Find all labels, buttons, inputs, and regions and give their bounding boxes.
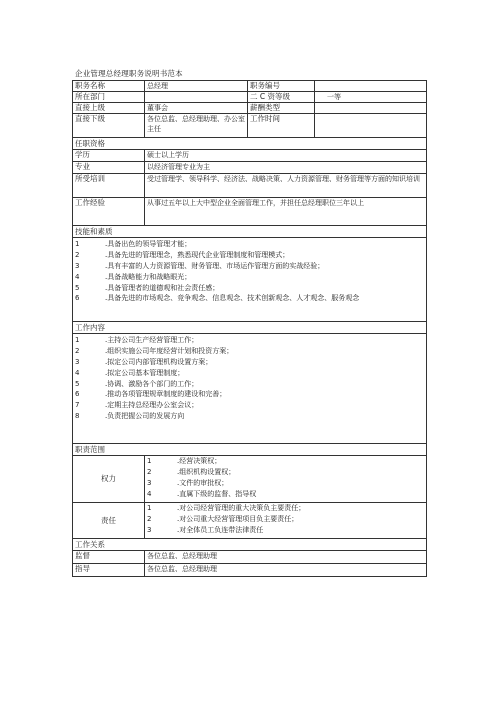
item-text: .负责把握公司的发展方向 <box>105 411 185 420</box>
row-department <box>73 92 427 103</box>
supervise-value: 各位总监、总经理助理 <box>145 551 427 564</box>
list-item <box>75 282 424 293</box>
row-guide <box>73 564 427 577</box>
education-value: 硕士以上学历 <box>145 150 427 162</box>
job-name-label: 职务名称 <box>73 81 145 92</box>
list-item <box>75 346 424 357</box>
grade-label: 二 C 资等级 <box>248 92 315 103</box>
list-item <box>147 456 424 467</box>
guide-value: 各位总监、总经理助理 <box>145 564 427 577</box>
item-number: 1 <box>147 457 152 466</box>
major-label: 专业 <box>73 162 145 174</box>
item-text: .具备先进的管理理念，熟悉现代企业管理制度和管理模式； <box>105 251 290 260</box>
item-number: 3 <box>147 478 152 487</box>
education-label: 学历 <box>73 150 145 162</box>
list-item <box>75 271 424 282</box>
section-relations <box>73 539 427 551</box>
item-text: .定期主持总经理办公室会议； <box>105 401 199 410</box>
item-number: 4 <box>75 368 80 377</box>
row-experience <box>73 198 427 226</box>
item-number: 7 <box>75 401 80 410</box>
list-item <box>75 367 424 378</box>
item-number: 5 <box>75 379 80 388</box>
row-duties <box>73 334 427 444</box>
list-item <box>75 411 424 422</box>
department-value <box>145 92 248 103</box>
department-label: 所在部门 <box>73 92 145 103</box>
training-label: 所受培训 <box>73 174 145 198</box>
list-item <box>147 503 424 514</box>
direct-subordinate-label: 直接下级 <box>73 114 145 138</box>
list-item <box>75 357 424 368</box>
authority-label: 权力 <box>73 456 145 503</box>
row-skills <box>73 238 427 322</box>
item-text: .组织机构设置权； <box>177 468 236 477</box>
item-text: .具备管理者的道德观和社会责任感； <box>105 283 220 292</box>
item-number: 4 <box>147 489 152 498</box>
responsibility-label: 责任 <box>73 503 145 539</box>
item-number: 8 <box>75 411 80 420</box>
item-number: 1 <box>75 336 80 345</box>
item-text: .对公司重大经营管理项目负主要责任； <box>177 515 299 524</box>
row-job-name <box>73 81 427 92</box>
work-time-value <box>315 114 427 138</box>
item-number: 2 <box>147 515 152 524</box>
item-number: 6 <box>75 294 80 303</box>
grade-value: 一等 <box>315 92 427 103</box>
responsibility-list <box>145 503 427 539</box>
section-skills <box>73 226 427 238</box>
item-text: .对全体员工负连带法律责任 <box>177 525 264 534</box>
item-text: .对公司经营管理的重大决策负主要责任； <box>177 504 306 513</box>
work-time-label: 工作时间 <box>248 114 315 138</box>
item-text: .组织实施公司年度经营计划和投资方案； <box>105 347 234 356</box>
salary-type-label: 薪酬类型 <box>248 103 315 114</box>
qualification-heading: 任职资格 <box>73 138 427 150</box>
item-text: .具有丰富的人力资源管理、财务管理、市场运作管理方面的实战经验； <box>105 261 325 270</box>
list-item <box>147 525 424 536</box>
item-number: 2 <box>75 347 80 356</box>
relations-heading: 工作关系 <box>73 539 427 551</box>
item-text: .协调、激励各个部门的工作； <box>105 379 199 388</box>
salary-type-value <box>315 103 427 114</box>
item-number: 1 <box>147 504 152 513</box>
direct-subordinate-value: 各位总监、总经理助理、办公室主任 <box>145 114 248 138</box>
item-text: .具备先进的市场观念、竞争观念、信息观念、技术创新观念、人才观念、服务观念 <box>105 294 360 303</box>
item-text: .推动各项管理规章制度的建设和完善； <box>105 390 227 399</box>
item-number: 3 <box>147 525 152 534</box>
list-item <box>75 261 424 272</box>
document-title: 企业管理总经理职务说明书范本 <box>75 69 183 78</box>
item-number: 3 <box>75 357 80 366</box>
list-item <box>75 250 424 261</box>
duties-heading: 工作内容 <box>73 322 427 334</box>
scope-heading: 职责范围 <box>73 444 427 456</box>
list-item <box>147 478 424 489</box>
list-item <box>147 467 424 478</box>
item-number: 6 <box>75 390 80 399</box>
experience-value: 从事过五年以上大中型企业全面管理工作，并担任总经理职位三年以上 <box>145 198 427 226</box>
row-superior <box>73 103 427 114</box>
item-number: 1 <box>75 240 80 249</box>
job-id-label: 职务编号 <box>248 81 315 92</box>
list-item <box>75 335 424 346</box>
item-text: .经营决策权； <box>177 457 222 466</box>
supervise-label: 监督 <box>73 551 145 564</box>
item-text: .拟定公司内部管理机构设置方案； <box>105 357 213 366</box>
skills-heading: 技能和素质 <box>73 226 427 238</box>
item-number: 5 <box>75 283 80 292</box>
item-number: 4 <box>75 272 80 281</box>
list-item <box>75 400 424 411</box>
training-value: 受过管理学、领导科学、经济法、战略决策、人力资源管理、财务管理等方面的知识培训 <box>145 174 427 198</box>
row-supervise <box>73 551 427 564</box>
item-text: .直属下级的监督、指导权 <box>177 489 257 498</box>
skills-list <box>73 238 427 322</box>
list-item <box>147 514 424 525</box>
row-authority <box>73 456 427 503</box>
item-number: 3 <box>75 261 80 270</box>
major-value: 以经济管理专业为主 <box>145 162 427 174</box>
row-education <box>73 150 427 162</box>
section-duties <box>73 322 427 334</box>
guide-label: 指导 <box>73 564 145 577</box>
item-text: .拟定公司基本管理制度； <box>105 368 185 377</box>
item-number: 2 <box>75 251 80 260</box>
section-scope <box>73 444 427 456</box>
item-text: .文件的审批权； <box>177 478 229 487</box>
item-text: .具备出色的领导管理才能； <box>105 240 192 249</box>
row-training <box>73 174 427 198</box>
row-responsibility <box>73 503 427 539</box>
job-name-value: 总经理 <box>145 81 248 92</box>
list-item <box>75 378 424 389</box>
item-text: .具备战略能力和战略眼光； <box>105 272 192 281</box>
list-item <box>75 389 424 400</box>
experience-label: 工作经验 <box>73 198 145 226</box>
direct-superior-value: 董事会 <box>145 103 248 114</box>
item-number: 2 <box>147 468 152 477</box>
job-description-table <box>72 80 427 577</box>
list-item <box>147 488 424 499</box>
row-major <box>73 162 427 174</box>
list-item <box>75 293 424 304</box>
direct-superior-label: 直接上级 <box>73 103 145 114</box>
item-text: .主持公司生产经营管理工作； <box>105 336 199 345</box>
list-item <box>75 239 424 250</box>
authority-list <box>145 456 427 503</box>
row-subordinate <box>73 114 427 138</box>
section-qualification <box>73 138 427 150</box>
job-id-value <box>315 81 427 92</box>
duties-list <box>73 334 427 444</box>
